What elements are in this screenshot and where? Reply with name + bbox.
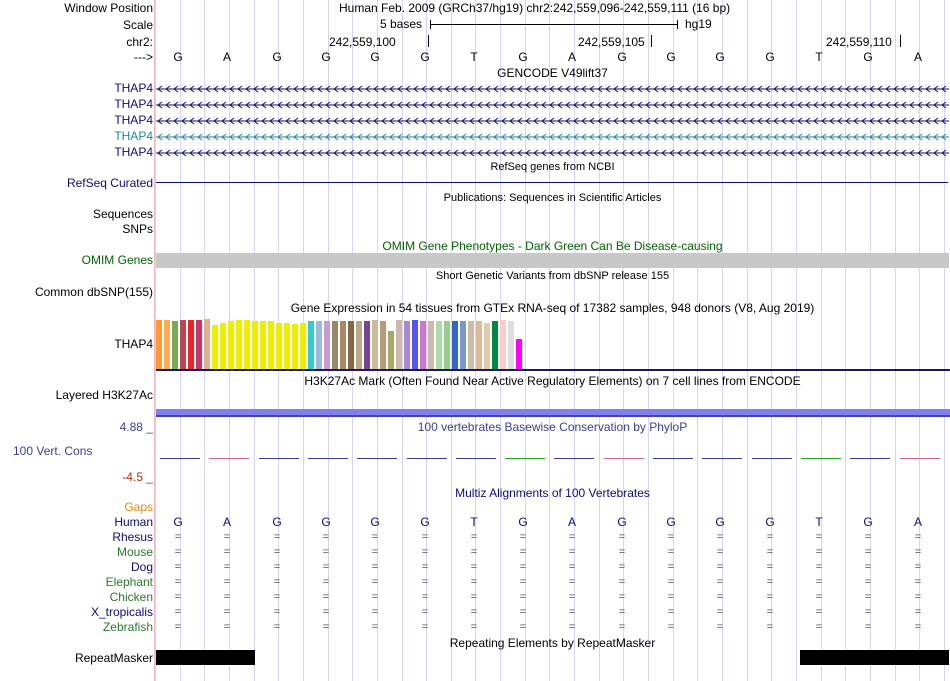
- gtex-tissue-bar[interactable]: [516, 339, 522, 369]
- gtex-tissue-bar[interactable]: [388, 331, 394, 369]
- track-divider: [154, 0, 155, 681]
- gtex-tissue-bar[interactable]: [356, 321, 362, 369]
- multiz-match-mark: =: [864, 576, 872, 588]
- gencode-transcript-label[interactable]: THAP4: [114, 113, 153, 127]
- gtex-tissue-bar[interactable]: [308, 321, 314, 369]
- multiz-match-mark: =: [914, 591, 922, 603]
- phylop-track-label[interactable]: 100 Vert. Cons: [13, 444, 93, 458]
- multiz-match-mark: =: [568, 546, 576, 558]
- multiz-match-mark: =: [914, 606, 922, 618]
- base-letter: G: [173, 50, 183, 64]
- multiz-match-mark: =: [421, 576, 429, 588]
- gtex-tissue-bar[interactable]: [292, 324, 298, 369]
- multiz-match-mark: =: [174, 606, 182, 618]
- publications-snps-label[interactable]: SNPs: [122, 222, 153, 236]
- phylop-score-mark: [308, 458, 348, 459]
- publications-sequences-label[interactable]: Sequences: [92, 207, 153, 221]
- position-tick-label: 242,559,110: [826, 35, 892, 49]
- multiz-match-mark: =: [371, 561, 379, 573]
- multiz-species-label[interactable]: Elephant: [105, 575, 153, 589]
- gtex-tissue-bar[interactable]: [284, 323, 290, 369]
- gencode-transcript-line[interactable]: [156, 100, 949, 110]
- multiz-match-mark: =: [766, 591, 774, 603]
- multiz-match-mark: =: [322, 591, 330, 603]
- gtex-tissue-bar[interactable]: [228, 321, 234, 369]
- phylop-score-mark: [702, 458, 742, 459]
- multiz-match-mark: =: [371, 576, 379, 588]
- multiz-match-mark: =: [716, 606, 724, 618]
- multiz-match-mark: =: [618, 576, 626, 588]
- multiz-match-mark: =: [519, 591, 527, 603]
- gtex-tissue-bar[interactable]: [404, 321, 410, 369]
- multiz-match-mark: =: [470, 621, 478, 633]
- gtex-tissue-bar[interactable]: [268, 321, 274, 369]
- multiz-match-mark: =: [273, 546, 281, 558]
- multiz-match-mark: =: [421, 531, 429, 543]
- base-letter: G: [321, 50, 331, 64]
- phylop-max-label: 4.88 _: [119, 420, 153, 434]
- multiz-species-label[interactable]: Rhesus: [112, 530, 153, 544]
- gtex-track-label[interactable]: THAP4: [114, 337, 153, 351]
- phylop-score-mark: [407, 458, 447, 459]
- multiz-match-mark: =: [174, 531, 182, 543]
- multiz-match-mark: =: [174, 561, 182, 573]
- multiz-match-mark: =: [914, 531, 922, 543]
- multiz-match-mark: =: [174, 576, 182, 588]
- multiz-human-base: G: [272, 515, 282, 529]
- multiz-human-base: T: [815, 515, 823, 529]
- refseq-track-label[interactable]: RefSeq Curated: [66, 176, 153, 190]
- multiz-human-base: G: [321, 515, 331, 529]
- multiz-human-base: G: [370, 515, 380, 529]
- multiz-match-mark: =: [716, 531, 724, 543]
- gtex-tissue-bar[interactable]: [156, 320, 162, 369]
- gtex-tissue-bar[interactable]: [396, 320, 402, 369]
- multiz-match-mark: =: [322, 561, 330, 573]
- multiz-match-mark: =: [322, 531, 330, 543]
- gtex-tissue-bar[interactable]: [172, 321, 178, 369]
- phylop-score-mark: [456, 458, 496, 459]
- gtex-tissue-bar[interactable]: [204, 319, 210, 369]
- multiz-match-mark: =: [174, 591, 182, 603]
- gtex-tissue-bar[interactable]: [324, 321, 330, 369]
- gencode-transcript-label[interactable]: THAP4: [114, 81, 153, 95]
- phylop-score-mark: [209, 458, 249, 459]
- multiz-match-mark: =: [568, 561, 576, 573]
- omim-gene-bar[interactable]: [156, 253, 949, 268]
- multiz-species-label[interactable]: X_tropicalis: [90, 605, 153, 619]
- position-tick: [900, 35, 901, 47]
- multiz-match-mark: =: [766, 561, 774, 573]
- base-letter: A: [222, 50, 231, 64]
- gtex-tissue-bar[interactable]: [412, 320, 418, 369]
- gtex-tissue-bar[interactable]: [188, 320, 194, 369]
- phylop-score-mark: [259, 458, 299, 459]
- multiz-match-mark: =: [519, 546, 527, 558]
- multiz-match-mark: =: [519, 531, 527, 543]
- phylop-score-mark: [900, 458, 940, 459]
- multiz-species-label[interactable]: Chicken: [109, 590, 153, 604]
- multiz-match-mark: =: [470, 591, 478, 603]
- multiz-human-base: T: [470, 515, 478, 529]
- multiz-match-mark: =: [864, 606, 872, 618]
- multiz-match-mark: =: [322, 546, 330, 558]
- multiz-match-mark: =: [519, 621, 527, 633]
- multiz-match-mark: =: [470, 561, 478, 573]
- repeatmasker-track-label[interactable]: RepeatMasker: [74, 651, 153, 665]
- multiz-match-mark: =: [273, 621, 281, 633]
- multiz-match-mark: =: [519, 561, 527, 573]
- multiz-human-base: A: [567, 515, 576, 529]
- multiz-match-mark: =: [371, 621, 379, 633]
- multiz-match-mark: =: [174, 621, 182, 633]
- phylop-score-mark: [604, 458, 644, 459]
- gtex-tissue-bar[interactable]: [428, 321, 434, 369]
- multiz-match-mark: =: [766, 576, 774, 588]
- multiz-match-mark: =: [914, 546, 922, 558]
- multiz-match-mark: =: [914, 561, 922, 573]
- multiz-match-mark: =: [421, 606, 429, 618]
- multiz-match-mark: =: [223, 561, 231, 573]
- base-letter: G: [863, 50, 873, 64]
- phylop-score-mark: [357, 458, 397, 459]
- phylop-score-mark: [554, 458, 594, 459]
- multiz-match-mark: =: [519, 606, 527, 618]
- multiz-match-mark: =: [273, 591, 281, 603]
- multiz-match-mark: =: [273, 606, 281, 618]
- multiz-human-base: G: [715, 515, 725, 529]
- gtex-tissue-bar[interactable]: [332, 321, 338, 369]
- multiz-match-mark: =: [273, 576, 281, 588]
- strand-label: --->: [134, 50, 153, 64]
- multiz-match-mark: =: [421, 621, 429, 633]
- multiz-match-mark: =: [864, 591, 872, 603]
- multiz-match-mark: =: [716, 621, 724, 633]
- multiz-match-mark: =: [470, 546, 478, 558]
- multiz-match-mark: =: [618, 606, 626, 618]
- multiz-match-mark: =: [667, 591, 675, 603]
- gtex-tissue-bar[interactable]: [212, 325, 218, 369]
- multiz-match-mark: =: [716, 561, 724, 573]
- base-letter: G: [518, 50, 528, 64]
- multiz-species-label[interactable]: Dog: [130, 560, 153, 574]
- gtex-tissue-bar[interactable]: [492, 321, 498, 369]
- multiz-track-title[interactable]: Multiz Alignments of 100 Vertebrates: [455, 486, 650, 500]
- scale-text: 5 bases: [380, 17, 423, 31]
- gtex-tissue-bar[interactable]: [372, 320, 378, 369]
- multiz-match-mark: =: [864, 546, 872, 558]
- phylop-score-mark: [653, 458, 693, 459]
- gtex-tissue-bar[interactable]: [260, 321, 266, 369]
- multiz-match-mark: =: [815, 546, 823, 558]
- gtex-tissue-bar[interactable]: [420, 321, 426, 369]
- scale-bar: [430, 20, 678, 29]
- base-letter: T: [815, 50, 823, 64]
- phylop-score-mark: [850, 458, 890, 459]
- base-letter: T: [470, 50, 478, 64]
- multiz-match-mark: =: [223, 591, 231, 603]
- multiz-match-mark: =: [716, 576, 724, 588]
- gtex-tissue-bar[interactable]: [236, 320, 242, 369]
- position-tick-label: 242,559,100: [329, 35, 396, 49]
- base-letter: A: [913, 50, 922, 64]
- gtex-tissue-bar[interactable]: [508, 321, 514, 369]
- gencode-transcript-label[interactable]: THAP4: [114, 145, 153, 159]
- position-tick-label: 242,559,105: [578, 35, 645, 49]
- gtex-tissue-bar[interactable]: [484, 323, 490, 369]
- multiz-human-base: A: [913, 515, 922, 529]
- multiz-human-base: G: [765, 515, 775, 529]
- multiz-match-mark: =: [421, 561, 429, 573]
- gtex-tissue-bar[interactable]: [444, 321, 450, 369]
- multiz-match-mark: =: [815, 621, 823, 633]
- phylop-track-title[interactable]: 100 vertebrates Basewise Conservation by PhyloP: [417, 420, 688, 434]
- gtex-tissue-bar[interactable]: [196, 320, 202, 369]
- multiz-match-mark: =: [667, 546, 675, 558]
- dbsnp-track-title[interactable]: Short Genetic Variants from dbSNP release 155: [435, 270, 670, 282]
- multiz-match-mark: =: [273, 531, 281, 543]
- multiz-match-mark: =: [815, 576, 823, 588]
- gtex-tissue-bar[interactable]: [180, 320, 186, 369]
- position-tick: [428, 35, 429, 47]
- gtex-tissue-bar[interactable]: [500, 320, 506, 369]
- base-letter: A: [567, 50, 576, 64]
- gtex-tissue-bar[interactable]: [348, 321, 354, 369]
- multiz-match-mark: =: [864, 621, 872, 633]
- multiz-match-mark: =: [568, 576, 576, 588]
- gencode-transcript-line[interactable]: [156, 116, 949, 126]
- window-position-label: Window Position: [64, 1, 153, 15]
- window-position-value: Human Feb. 2009 (GRCh37/hg19) chr2:242,559,096-242,559,111 (16 bp): [339, 1, 731, 15]
- multiz-human-base: G: [863, 515, 873, 529]
- multiz-human-base: G: [617, 515, 627, 529]
- multiz-match-mark: =: [223, 621, 231, 633]
- multiz-match-mark: =: [667, 606, 675, 618]
- gtex-tissue-bar[interactable]: [460, 321, 466, 369]
- base-letter: G: [272, 50, 282, 64]
- phylop-score-mark: [801, 458, 841, 459]
- multiz-match-mark: =: [815, 531, 823, 543]
- multiz-match-mark: =: [470, 606, 478, 618]
- multiz-human-base: G: [173, 515, 183, 529]
- multiz-match-mark: =: [371, 531, 379, 543]
- scale-label: Scale: [122, 18, 153, 32]
- multiz-match-mark: =: [568, 606, 576, 618]
- multiz-match-mark: =: [371, 606, 379, 618]
- base-letter: G: [666, 50, 676, 64]
- base-letter: G: [617, 50, 627, 64]
- gtex-tissue-bar[interactable]: [476, 321, 482, 369]
- multiz-match-mark: =: [174, 546, 182, 558]
- refseq-track-title[interactable]: RefSeq genes from NCBI: [490, 161, 615, 173]
- gencode-track-title[interactable]: GENCODE V49lift37: [497, 66, 608, 80]
- multiz-match-mark: =: [519, 576, 527, 588]
- multiz-match-mark: =: [667, 531, 675, 543]
- chrom-label: chr2:: [126, 35, 153, 49]
- multiz-match-mark: =: [421, 546, 429, 558]
- multiz-match-mark: =: [223, 606, 231, 618]
- multiz-species-label[interactable]: Zebrafish: [102, 620, 153, 634]
- base-letter: G: [420, 50, 430, 64]
- position-tick: [651, 35, 652, 47]
- multiz-match-mark: =: [618, 546, 626, 558]
- multiz-match-mark: =: [470, 576, 478, 588]
- gtex-tissue-bar[interactable]: [468, 321, 474, 369]
- multiz-match-mark: =: [618, 531, 626, 543]
- h3k27ac-track-label[interactable]: Layered H3K27Ac: [55, 388, 153, 402]
- gtex-tissue-bar[interactable]: [380, 321, 386, 369]
- gtex-tissue-bar[interactable]: [452, 321, 458, 369]
- gencode-transcript-line[interactable]: [156, 84, 949, 94]
- gtex-tissue-bar[interactable]: [276, 323, 282, 369]
- multiz-match-mark: =: [864, 531, 872, 543]
- multiz-species-label[interactable]: Mouse: [116, 545, 153, 559]
- phylop-score-mark: [752, 458, 792, 459]
- multiz-human-base: G: [666, 515, 676, 529]
- multiz-match-mark: =: [815, 591, 823, 603]
- multiz-match-mark: =: [766, 546, 774, 558]
- base-letter: G: [715, 50, 725, 64]
- multiz-match-mark: =: [223, 576, 231, 588]
- gencode-transcript-label[interactable]: THAP4: [114, 129, 153, 143]
- multiz-species-label[interactable]: Human: [114, 515, 153, 529]
- publications-track-title[interactable]: Publications: Sequences in Scientific Articles: [443, 192, 662, 204]
- repeat-element-block[interactable]: [800, 650, 949, 665]
- phylop-score-mark: [505, 458, 545, 459]
- multiz-match-mark: =: [667, 561, 675, 573]
- multiz-match-mark: =: [716, 591, 724, 603]
- gtex-tissue-bar[interactable]: [300, 323, 306, 369]
- multiz-match-mark: =: [322, 621, 330, 633]
- multiz-match-mark: =: [568, 531, 576, 543]
- gtex-track-title[interactable]: Gene Expression in 54 tissues from GTEx RNA-seq of 17382 samples, 948 donors (V8, Aug 2019): [290, 301, 815, 315]
- multiz-match-mark: =: [667, 576, 675, 588]
- gtex-baseline: [156, 369, 950, 371]
- multiz-match-mark: =: [371, 591, 379, 603]
- multiz-gaps-label[interactable]: Gaps: [124, 500, 153, 514]
- gtex-tissue-bar[interactable]: [364, 321, 370, 369]
- phylop-score-mark: [160, 458, 200, 459]
- omim-track-label[interactable]: OMIM Genes: [81, 253, 153, 267]
- repeat-element-block[interactable]: [156, 650, 255, 665]
- h3k27ac-track-title[interactable]: H3K27Ac Mark (Often Found Near Active Regulatory Elements) on 7 cell lines from ENCODE: [304, 374, 801, 388]
- multiz-human-base: G: [518, 515, 528, 529]
- gtex-tissue-bar[interactable]: [220, 323, 226, 369]
- omim-track-title[interactable]: OMIM Gene Phenotypes - Dark Green Can Be Disease-causing: [382, 239, 723, 253]
- multiz-match-mark: =: [322, 606, 330, 618]
- base-letter: G: [765, 50, 775, 64]
- multiz-match-mark: =: [421, 591, 429, 603]
- gtex-tissue-bar[interactable]: [252, 321, 258, 369]
- multiz-match-mark: =: [568, 621, 576, 633]
- multiz-match-mark: =: [766, 606, 774, 618]
- phylop-min-label: -4.5 _: [122, 470, 153, 484]
- multiz-match-mark: =: [667, 621, 675, 633]
- gencode-transcript-line[interactable]: [156, 132, 949, 142]
- multiz-match-mark: =: [914, 576, 922, 588]
- multiz-match-mark: =: [766, 531, 774, 543]
- multiz-match-mark: =: [716, 546, 724, 558]
- scale-assembly: hg19: [685, 17, 712, 31]
- multiz-match-mark: =: [223, 531, 231, 543]
- multiz-match-mark: =: [371, 546, 379, 558]
- base-letter: G: [370, 50, 380, 64]
- dbsnp-track-label[interactable]: Common dbSNP(155): [34, 285, 153, 299]
- multiz-match-mark: =: [766, 621, 774, 633]
- h3k27ac-signal-edge: [156, 415, 950, 417]
- gtex-tissue-bar[interactable]: [436, 321, 442, 369]
- gencode-transcript-label[interactable]: THAP4: [114, 97, 153, 111]
- multiz-match-mark: =: [273, 561, 281, 573]
- repeatmasker-track-title[interactable]: Repeating Elements by RepeatMasker: [449, 636, 656, 650]
- gtex-tissue-bar[interactable]: [340, 321, 346, 369]
- multiz-match-mark: =: [322, 576, 330, 588]
- gencode-transcript-line[interactable]: [156, 148, 949, 158]
- multiz-match-mark: =: [568, 591, 576, 603]
- refseq-gene-line[interactable]: [156, 182, 948, 183]
- multiz-match-mark: =: [470, 531, 478, 543]
- multiz-match-mark: =: [815, 561, 823, 573]
- multiz-match-mark: =: [815, 606, 823, 618]
- gtex-tissue-bar[interactable]: [244, 320, 250, 369]
- multiz-human-base: G: [420, 515, 430, 529]
- multiz-human-base: A: [222, 515, 231, 529]
- multiz-match-mark: =: [864, 561, 872, 573]
- multiz-match-mark: =: [914, 621, 922, 633]
- gtex-tissue-bar[interactable]: [316, 321, 322, 369]
- multiz-match-mark: =: [223, 546, 231, 558]
- multiz-match-mark: =: [618, 591, 626, 603]
- multiz-match-mark: =: [618, 561, 626, 573]
- multiz-match-mark: =: [618, 621, 626, 633]
- gtex-tissue-bar[interactable]: [164, 320, 170, 369]
